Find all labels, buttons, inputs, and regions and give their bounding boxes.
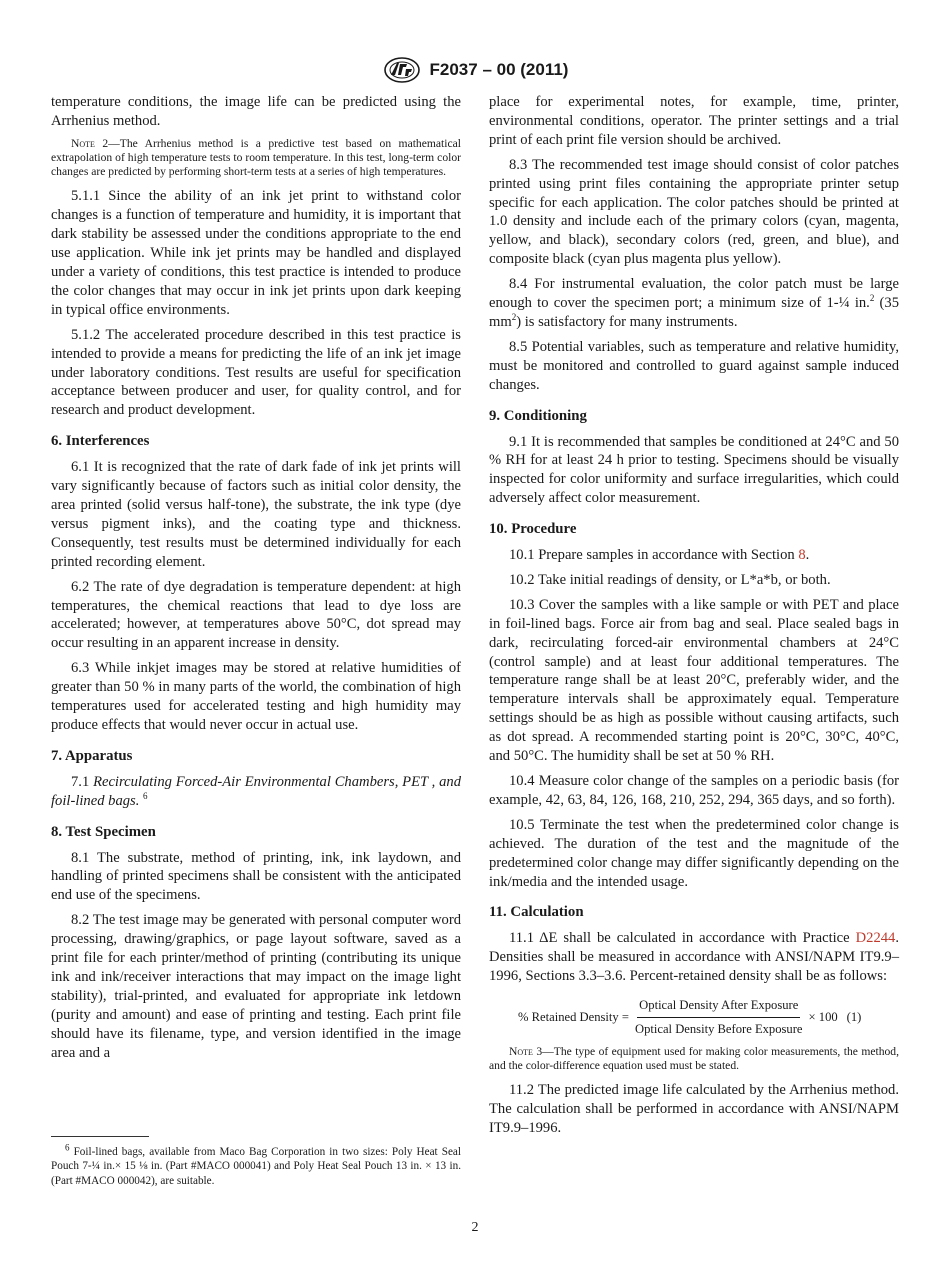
equation-1 (518, 996, 899, 1039)
apparatus-text: Recirculating Forced-Air Environmental Chambers, PET , and foil-lined bags. (51, 773, 462, 809)
section-heading-11: 11. Calculation (489, 904, 584, 921)
text-run: 10.1 Prepare samples in accordance with Section (509, 547, 799, 564)
paragraph: temperature conditions, the image life can be predicted using the Arrhenius method. (51, 94, 461, 129)
page-number: 2 (471, 1220, 479, 1235)
equation-numerator: Optical Density After Exposure (637, 996, 800, 1018)
equation-rhs: × 100 (808, 1010, 838, 1025)
section-heading-7: 7. Apparatus (51, 747, 133, 764)
superscript: 2 (511, 312, 517, 323)
footnote-ref[interactable]: 6 (143, 790, 148, 801)
paragraph-6-1: 6.1 It is recognized that the rate of dark fade of ink jet prints will vary significantly because of factors such as initial color density, the area printed (solid versus half-tone), the substrate, the ink type (dye versus pigment inks), and the coating type and thickness. Consequently, test results must be determined individually for each printed recording element. (51, 459, 461, 570)
clause-number: 7.1 (71, 773, 94, 790)
superscript: 2 (869, 293, 875, 304)
paragraph-11-1 (489, 929, 899, 986)
paragraph-9-1: 9.1 It is recommended that samples be conditioned at 24°C and 50 % RH for at least 24 h prior to testing. Specimens should be visually inspected for color uniformity and surface irregularities, which could adversely affect color measurement. (489, 433, 899, 507)
paragraph-7-1 (51, 773, 461, 811)
standard-link[interactable]: D2244 (855, 930, 896, 947)
section-heading-6: 6. Interferences (51, 433, 150, 450)
page-header (0, 56, 950, 84)
document-title: F2037 – 00 (2011) (429, 60, 569, 79)
paragraph-8-2-cont: place for experimental notes, for example, time, printer, environmental conditions, operator. The printer settings and a trial print of each print file version should be archived. (489, 94, 899, 148)
equation-fraction (633, 996, 805, 1039)
paragraph-10-1 (489, 546, 899, 565)
note-text: —The type of equipment used for making color measurements, the method, and the color-difference equation used must be stated. (489, 1044, 899, 1073)
equation-number: (1) (846, 1010, 862, 1025)
section-link[interactable]: 8 (798, 547, 806, 564)
paragraph-8-5: 8.5 Potential variables, such as temperature and relative humidity, must be monitored and controlled to guard against sample induced changes. (489, 338, 899, 393)
text-run: (35 mm (489, 295, 900, 330)
text-run: 8.4 For instrumental evaluation, the color patch must be large enough to cover the specimen port; a minimum size of 1-¼ in. (489, 276, 899, 312)
paragraph-8-2: 8.2 The test image may be generated with personal computer word processing, drawing/graphics, or page layout software, saved as a print file for each printer/method of printing (contributing its unique ink and ink/receiver interactions that may impact on the image light stability), trial-printed, and evaluated for appropriate ink letdown (purity and amount) and ease of printing and testing. Each print file should have its filename, type, and version identified in the image area and a (51, 912, 461, 1061)
footnote-divider (51, 1136, 149, 1137)
paragraph-6-2: 6.2 The rate of dye degradation is temperature dependent: at high temperatures, the chemical reactions that lead to dye loss are accelerated; however, at temperatures above 50°C, dot spread may occur resulting in an apparent increase in density. (51, 578, 461, 652)
right-column (489, 93, 899, 1144)
astm-logo-icon (382, 56, 422, 84)
paragraph-5-1-1: 5.1.1 Since the ability of an ink jet print to withstand color changes is a function of temperature and humidity, it is important that dark stability be assessed under the conditions appropriate to the end use application. While ink jet prints may be handled and displayed under a variety of conditions, this test practice is intended to produce the color changes that may occur in ink jet prints upon dark keeping in typical office environments. (51, 188, 461, 318)
note-text: —The Arrhenius method is a predictive test based on mathematical extrapolation of high temperature tests to room temperature. In this test, long-term color changes are predicted by performing short-term tests at a series of high temperatures. (51, 136, 461, 179)
paragraph-11-2: 11.2 The predicted image life calculated by the Arrhenius method. The calculation shall be performed in accordance with ANSI/NAPM IT9.9–1996. (489, 1082, 899, 1137)
text-run: ) is satisfactory for many instruments. (516, 313, 738, 330)
text-run: 11.1 ΔE shall be calculated in accordance with Practice (509, 930, 856, 947)
paragraph-10-5: 10.5 Terminate the test when the predetermined color change is achieved. The duration of the test and the magnitude of the predetermined color change may differ significantly depending on the ink/media and the intended usage. (489, 816, 899, 890)
section-heading-9: 9. Conditioning (489, 407, 587, 424)
equation-lhs: % Retained Density = (518, 1010, 629, 1025)
left-column (51, 93, 461, 1068)
text-run: . Densities shall be measured in accordance with ANSI/NAPM IT9.9–1996, Sections 3.3–3.6. Percent-retained density shall be as follows: (489, 930, 899, 985)
section-heading-10: 10. Procedure (489, 521, 577, 538)
paragraph-8-1: 8.1 The substrate, method of printing, ink, ink laydown, and handling of printed specimens shall be consistent with the anticipated end use of the specimens. (51, 849, 461, 904)
paragraph-10-2: 10.2 Take initial readings of density, or L*a*b, or both. (509, 571, 831, 588)
paragraph-6-3: 6.3 While inkjet images may be stored at relative humidities of greater than 50 % in many parts of the world, the combination of high temperatures used for accelerated testing and high humidity may produce effects that would never occur in actual use. (51, 660, 461, 733)
footnote-marker: 6 (65, 1142, 70, 1153)
paragraph-5-1-2: 5.1.2 The accelerated procedure described in this test practice is intended to provide a means for predicting the life of an ink jet image under laboratory conditions. Test results are useful for specification acceptance between producer and user, for quality control, and for research and product development. (51, 326, 461, 419)
footnote-text: Foil-lined bags, available from Maco Bag Corporation in two sizes: Poly Heat Seal Pouch 7-¼ in.× 15 ⅛ in. (Part #MACO 000041) and Poly Heat Seal Pouch 13 in. × 13 in. (Part #MACO 000042), are suitable. (51, 1146, 461, 1187)
paragraph-10-3: 10.3 Cover the samples with a like sample or with PET and place in foil-lined bags. Force air from bag and seal. Place sealed bags in dark, recirculating forced-air environmental chambers at 24°C (control sample) and at least four additional temperatures. The temperature range shall be at least 20°C, preferably wider, and the temperature intervals shall be approximately equal. Temperature settings should be as high as possible without causing artifacts, such as dot spread. A recommended starting point is 20°C, 30°C, 40°C, and 50°C. The humidity shall be set at 50 % RH. (489, 596, 899, 765)
text-run: . (805, 547, 810, 564)
paragraph-8-4 (489, 275, 899, 332)
equation-denominator: Optical Density Before Exposure (634, 1021, 803, 1036)
section-heading-8: 8. Test Specimen (51, 823, 156, 840)
note-label: Note 3 (509, 1044, 543, 1058)
paragraph-8-3: 8.3 The recommended test image should consist of color patches printed using print files containing the appropriate printer setup specific for each application. The color patches should be printed at 1.0 density and include each of the primary colors (cyan, magenta, yellow, and black), secondary colors (red, green, and blue), and composite black (cyan plus magenta plus yellow). (489, 156, 899, 268)
note-label: Note 2 (71, 136, 109, 150)
paragraph-10-4: 10.4 Measure color change of the samples on a periodic basis (for example, 42, 63, 84, 126, 168, 210, 252, 294, 365 days, and so forth). (489, 773, 899, 808)
note-3 (489, 1045, 899, 1073)
footnote-6 (51, 1142, 461, 1188)
note-2 (51, 137, 461, 180)
